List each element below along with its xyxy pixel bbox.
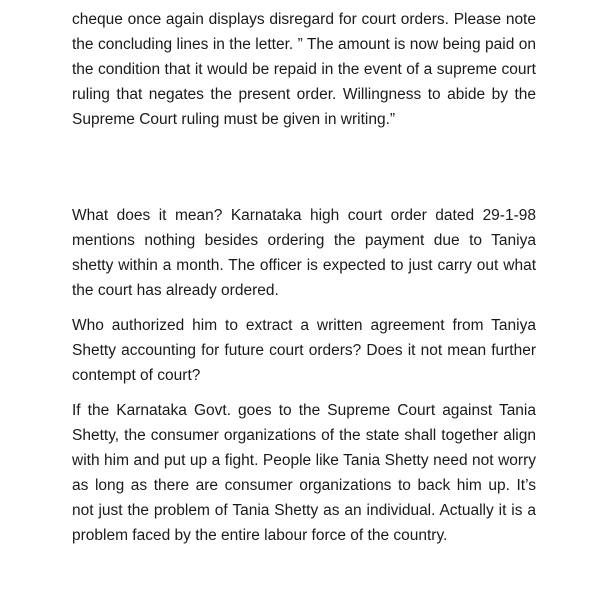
paragraph-who-authorized: Who authorized him to extract a written agreement from Taniya Shetty accounting for future court orders? Does it not mean further contempt of court?: [72, 317, 536, 384]
paragraph-cheque-condition: cheque once again displays disregard for court orders. Please note the concluding lines in the letter. ” The amount is now being paid on the condition that it would be repaid in the event of a supreme court ruling that negates the present order. Willingness to abide by the Supreme Court ruling must be given in writing.”: [72, 11, 536, 128]
paragraph-karnataka-govt: If the Karnataka Govt. goes to the Supreme Court against Tania Shetty, the consumer organizations of the state shall together align with him and put up a fight. People like Tania Shetty need not worry as long as there are consumer organizations to back him up. It’s not just the problem of Tania Shetty as an individual. Actually it is a problem faced by the entire labour force of the country.: [72, 402, 536, 544]
paragraph-what-does-it-mean: What does it mean? Karnataka high court order dated 29-1-98 mentions nothing besides ordering the payment due to Taniya shetty within a month. The officer is expected to just carry out what the court has already ordered.: [72, 207, 536, 299]
